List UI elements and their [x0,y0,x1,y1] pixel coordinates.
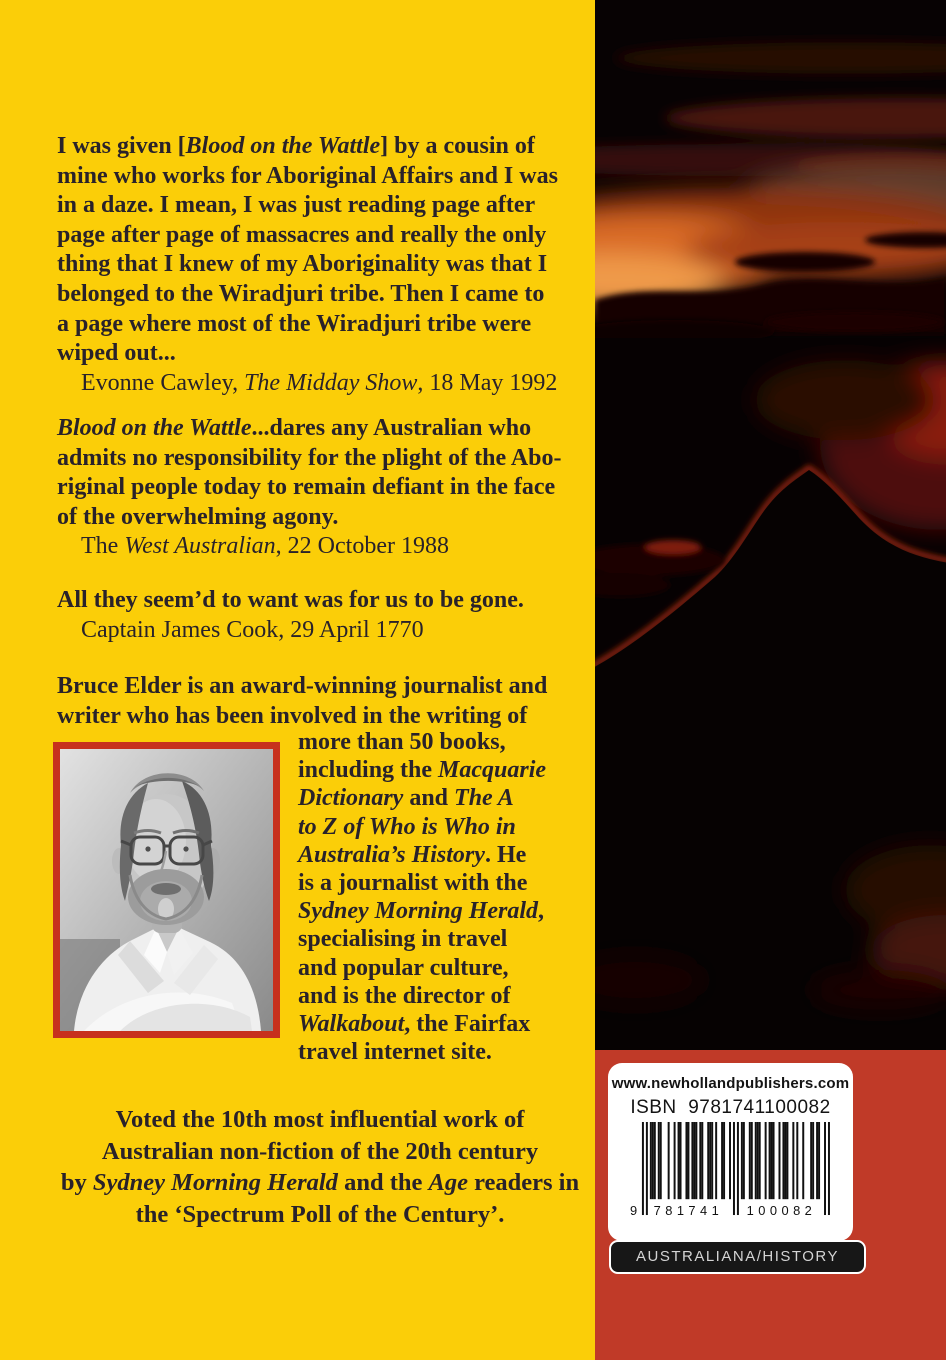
text-line: Bruce Elder is an award-winning journalist and [57,673,548,699]
quote-west-australian [57,414,587,562]
barcode-digit-group: 781741 [653,1203,723,1217]
text-line: mine who works for Aboriginal Affairs and I was [57,162,558,189]
text-line: is a journalist with the [298,870,528,897]
text-line: All they seem’d to want was for us to be gone. [57,587,524,613]
barcode-digit-group: 9 [629,1203,637,1217]
quote-text [57,586,587,616]
quote-text [57,414,587,532]
text-line: Australia’s History. He [298,841,527,868]
text-line: of the overwhelming agony. [57,503,339,530]
text-line: Sydney Morning Herald, [298,898,545,925]
text-line: admits no responsibility for the plight of the Abo- [57,444,562,471]
quote-attribution: Evonne Cawley, The Midday Show, 18 May 1992 [81,369,558,396]
text-line: by Sydney Morning Herald and the Age readers in [60,1169,580,1197]
author-bio-intro [57,672,587,731]
quote-midday-show [57,132,587,398]
text-line: Dictionary and The A [298,785,514,812]
red-panel [595,1050,946,1360]
text-line: in a daze. I mean, I was just reading page after [57,192,536,219]
text-line: belonged to the Wiradjuri tribe. Then I came to [57,280,545,307]
text-line: wiped out... [57,340,176,367]
text-line: to Z of Who is Who in [298,813,516,840]
sunset-clouds-photo [595,0,946,1050]
text-line: I was given [Blood on the Wattle] by a cousin of [57,133,535,159]
text-line: including the Macquarie [298,757,547,784]
bio-text [57,672,587,731]
text-line: Walkabout, the Fairfax [298,1011,531,1038]
text-line: page after page of massacres and really the only [57,221,547,248]
text-line: Voted the 10th most influential work of [115,1106,525,1133]
quote-attribution: The West Australian, 22 October 1988 [81,533,449,560]
award-statement [57,1104,583,1230]
quote-attribution: Captain James Cook, 29 April 1770 [81,616,424,643]
author-portrait-image [60,749,273,1031]
text-line: riginal people today to remain defiant in the face [57,474,556,501]
quote-james-cook [57,586,587,645]
text-line: more than 50 books, [298,729,506,755]
isbn-label: ISBN 9781741100082 [630,1097,831,1118]
ean13-barcode [622,1122,840,1217]
text-line: a page where most of the Wiradjuri tribe were [57,310,532,337]
bio-text [298,728,598,1066]
author-bio-column [298,728,598,1066]
award-text [57,1104,583,1230]
text-line: writer who has been involved in the writing of [57,702,528,729]
text-line: the ‘Spectrum Poll of the Century’. [135,1200,505,1228]
quote-text [57,132,587,369]
barcode-card [608,1063,853,1241]
barcode-digit-group: 100082 [746,1203,816,1217]
text-line: travel internet site. [298,1039,492,1066]
text-line: specialising in travel [298,926,508,953]
category-strip: AUSTRALIANA/HISTORY [609,1240,866,1274]
text-line: Blood on the Wattle...dares any Australian who [57,415,532,441]
author-portrait-photo [53,742,280,1038]
text-line: thing that I knew of my Aboriginality was that I [57,251,548,278]
text-line: and popular culture, [298,954,509,981]
text-line: Australian non-fiction of the 20th century [101,1137,539,1165]
publisher-website: www.newhollandpublishers.com [611,1075,850,1092]
text-line: and is the director of [298,982,511,1009]
